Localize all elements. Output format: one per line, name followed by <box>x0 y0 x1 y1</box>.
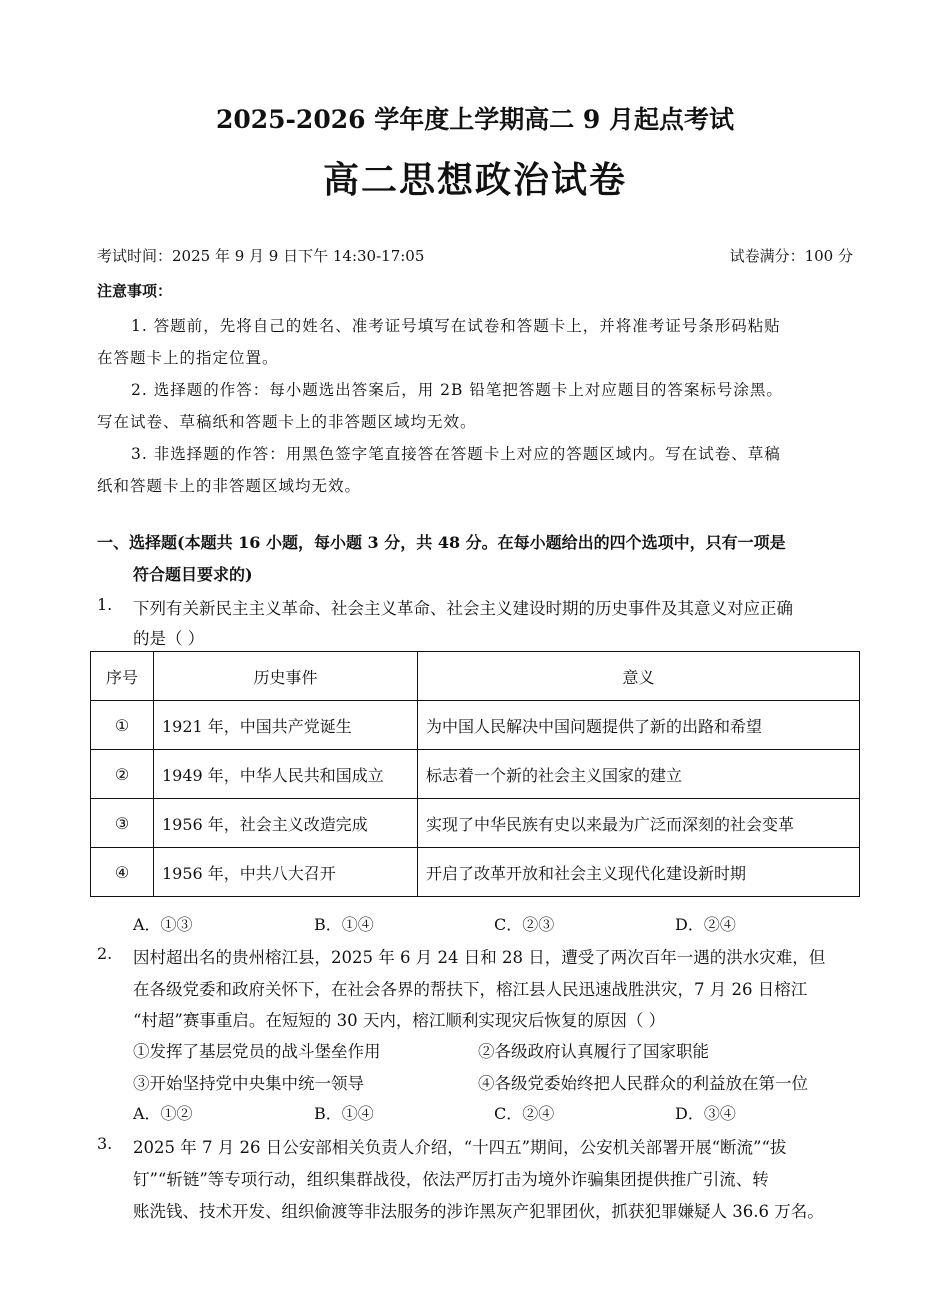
table-cell: 1956 年，中共八大召开 <box>154 848 418 897</box>
table-cell: 为中国人民解决中国问题提供了新的出路和希望 <box>418 701 860 750</box>
notice-item-2-line1: 2. 选择题的作答：每小题选出答案后，用 2B 铅笔把答题卡上对应题目的答案标号涂黑。 <box>131 381 783 399</box>
table-row <box>91 799 860 848</box>
notice-title: 注意事项： <box>97 282 173 300</box>
table-row <box>91 701 860 750</box>
notice-item-3-line2: 纸和答题卡上的非答题区域均无效。 <box>97 477 362 495</box>
q2-statement-3: ③开始坚持党中央集中统一领导 <box>133 1074 364 1093</box>
exam-time: 考试时间：2025 年 9 月 9 日下午 14:30-17:05 <box>97 247 425 265</box>
question-3-line1: 2025 年 7 月 26 日公安部相关负责人介绍，“十四五”期间，公安机关部署开展“断流”“拔 <box>133 1138 787 1157</box>
history-events-table <box>90 651 860 897</box>
table-cell: 1949 年，中华人民共和国成立 <box>154 750 418 799</box>
q1-option-d: D．②④ <box>675 915 736 934</box>
table-header-cell: 序号 <box>91 652 154 701</box>
section-heading-line2: 符合题目要求的) <box>133 565 253 584</box>
q2-statement-1: ①发挥了基层党员的战斗堡垒作用 <box>133 1042 381 1061</box>
question-2-number: 2. <box>97 944 113 963</box>
table-cell: 1956 年，社会主义改造完成 <box>154 799 418 848</box>
q2-statement-2: ②各级政府认真履行了国家职能 <box>478 1042 709 1061</box>
question-3-line2: 钉”“斩链”等专项行动，组织集群战役，依法严厉打击为境外诈骗集团提供推广引流、转 <box>133 1170 769 1189</box>
q1-option-a: A．①③ <box>133 915 193 934</box>
question-3-number: 3. <box>97 1134 113 1153</box>
table-header-cell: 意义 <box>418 652 860 701</box>
table-cell: ④ <box>91 848 154 897</box>
question-1-line2: 的是（ ） <box>133 629 205 648</box>
full-score: 试卷满分：100 分 <box>729 247 853 265</box>
paper-title: 高二思想政治试卷 <box>322 159 627 201</box>
q1-option-b: B．①④ <box>314 915 374 934</box>
q2-option-b: B．①④ <box>314 1104 374 1123</box>
q2-option-c: C．②④ <box>494 1104 555 1123</box>
q2-statement-4: ④各级党委始终把人民群众的利益放在第一位 <box>478 1074 808 1093</box>
q2-option-a: A．①② <box>133 1104 193 1123</box>
q1-option-c: C．②③ <box>494 915 555 934</box>
table-cell: ① <box>91 701 154 750</box>
table-cell: 实现了中华民族有史以来最为广泛而深刻的社会变革 <box>418 799 860 848</box>
table-row <box>91 848 860 897</box>
q2-option-d: D．③④ <box>675 1104 736 1123</box>
table-cell: 1921 年，中国共产党诞生 <box>154 701 418 750</box>
notice-item-1-line1: 1. 答题前，先将自己的姓名、准考证号填写在试卷和答题卡上，并将准考证号条形码粘贴 <box>131 317 781 335</box>
exam-title: 2025-2026 学年度上学期高二 9 月起点考试 <box>215 105 735 134</box>
table-row <box>91 750 860 799</box>
notice-item-1-line2: 在答题卡上的指定位置。 <box>97 349 279 367</box>
table-cell: ② <box>91 750 154 799</box>
section-heading-line1: 一、选择题(本题共 16 小题，每小题 3 分，共 48 分。在每小题给出的四个选项中，只有一项是 <box>97 533 786 552</box>
question-2-line1: 因村超出名的贵州榕江县，2025 年 6 月 24 日和 28 日，遭受了两次百年一遇的洪水灾难，但 <box>133 948 826 967</box>
table-header-cell: 历史事件 <box>154 652 418 701</box>
question-1-line1: 下列有关新民主主义革命、社会主义革命、社会主义建设时期的历史事件及其意义对应正确 <box>133 599 793 618</box>
question-2-line2: 在各级党委和政府关怀下，在社会各界的帮扶下，榕江县人民迅速战胜洪灾，7 月 26 日榕江 <box>133 980 808 999</box>
notice-item-3-line1: 3. 非选择题的作答：用黑色签字笔直接答在答题卡上对应的答题区域内。写在试卷、草稿 <box>131 445 781 463</box>
table-cell: 开启了改革开放和社会主义现代化建设新时期 <box>418 848 860 897</box>
question-2-line3: “村超”赛事重启。在短短的 30 天内，榕江顺利实现灾后恢复的原因（ ） <box>133 1011 666 1030</box>
table-cell: 标志着一个新的社会主义国家的建立 <box>418 750 860 799</box>
table-header-row <box>91 652 860 701</box>
table-cell: ③ <box>91 799 154 848</box>
question-3-line3: 账洗钱、技术开发、组织偷渡等非法服务的涉诈黑灰产犯罪团伙，抓获犯罪嫌疑人 36.6 万名。 <box>133 1202 824 1221</box>
question-1-number: 1. <box>97 595 113 614</box>
notice-item-2-line2: 写在试卷、草稿纸和答题卡上的非答题区域均无效。 <box>97 413 477 431</box>
